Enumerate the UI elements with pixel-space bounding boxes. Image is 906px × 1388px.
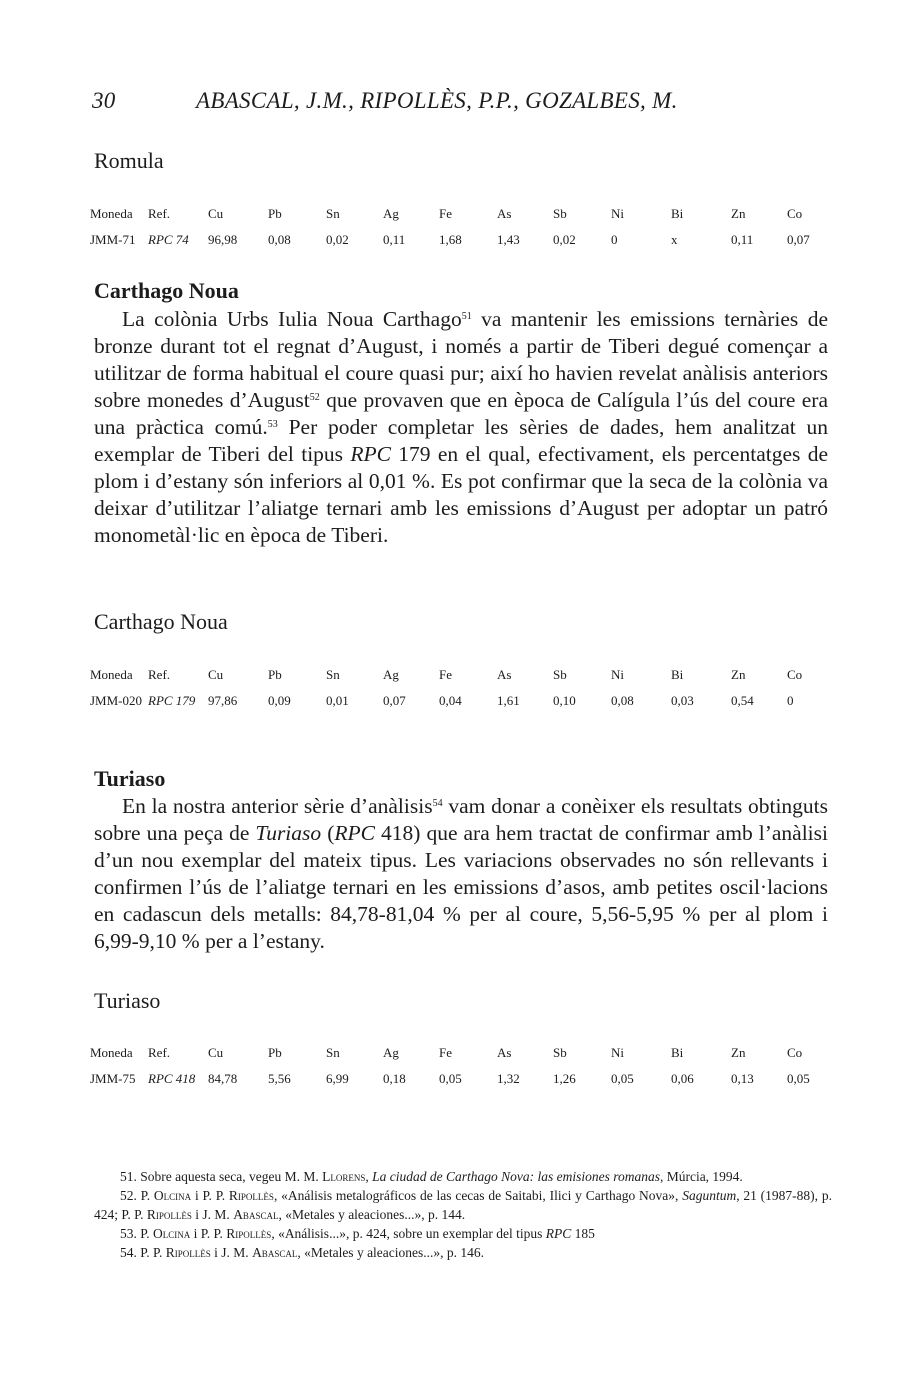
table-cell: 96,98 (208, 232, 238, 247)
column-header: Moneda (90, 206, 133, 221)
turiaso-label: Turiaso (94, 988, 161, 1013)
running-head-authors: ABASCAL, J.M., RIPOLLÈS, P.P., GOZALBES, M. (196, 88, 678, 113)
table-cell: 6,99 (326, 1071, 349, 1086)
column-header: Ref. (148, 206, 171, 221)
column-header: Sb (553, 1045, 567, 1060)
table-cell: JMM-75 (90, 1071, 136, 1086)
footnote-54: 54. P. P. Ripollès i J. M. Abascal, «Metales y aleaciones...», p. 146. (120, 1245, 485, 1260)
table-cell: 0,04 (439, 693, 462, 708)
column-header: Moneda (90, 1045, 133, 1060)
table-cell: 1,26 (553, 1071, 576, 1086)
table-cell: 0,02 (326, 232, 349, 247)
column-header: Co (787, 206, 803, 221)
column-header: Ref. (148, 667, 171, 682)
table-header-row (90, 662, 827, 688)
paragraph-carthago: La colònia Urbs Iulia Noua Carthago$^{51}$ va mantenir les emissions ternàries de bronze durant tot el regnat d’August, i només a partir de Tiberi degué començar a utilitzar de forma habitual el coure quasi pur; així ho havien revelat anàlisis anteriors sobre monedes d’August$^{52}$ que provaven que en època de Calígula l’ús del coure era una pràctica comú.$^{53}$ Per poder completar les sèries de dades, hem analitzat un exemplar de Tiberi del tipus RPC 179 en el qual, efectivament, els percentatges de plom i d’estany són inferiors al 0,01 %. Es pot confirmar que la seca de la colònia va deixar d’utilitzar l’aliatge ternari amb les emissions d’August per adoptar un patró monometàl·lic en època de Tiberi. (94, 307, 829, 547)
section-heading-carthago: Carthago Noua (94, 278, 239, 303)
column-header: As (497, 206, 512, 221)
table-cell: 0,09 (268, 693, 291, 708)
column-header: Bi (671, 1045, 684, 1060)
table-cell: 0,02 (553, 232, 576, 247)
column-header: Sn (326, 667, 340, 682)
column-header: Bi (671, 667, 684, 682)
column-header: As (497, 667, 512, 682)
table-cell: 5,56 (268, 1071, 291, 1086)
column-header: Sb (553, 667, 567, 682)
table-cell: 0 (787, 693, 794, 708)
column-header: Fe (439, 667, 452, 682)
column-header: Pb (268, 206, 282, 221)
column-header: Co (787, 1045, 803, 1060)
column-header: Ni (611, 667, 624, 682)
table-cell: 0,08 (268, 232, 291, 247)
column-header: Co (787, 667, 803, 682)
page-number: 30 (92, 88, 116, 113)
table-cell: 1,43 (497, 232, 520, 247)
romula-label: Romula (94, 148, 164, 173)
table-cell: 0,18 (383, 1071, 406, 1086)
column-header: As (497, 1045, 512, 1060)
column-header: Cu (208, 1045, 224, 1060)
column-header: Zn (731, 667, 746, 682)
footnote-ref: 54 (432, 798, 443, 809)
table-cell: JMM-71 (90, 232, 136, 247)
table-cell: 0,03 (671, 693, 694, 708)
column-header: Pb (268, 667, 282, 682)
column-header: Ref. (148, 1045, 171, 1060)
table-row (90, 1066, 827, 1092)
column-header: Fe (439, 1045, 452, 1060)
column-header: Cu (208, 667, 224, 682)
column-header: Pb (268, 1045, 282, 1060)
table-cell: RPC 179 (148, 693, 196, 708)
column-header: Ni (611, 206, 624, 221)
paragraph-turiaso: En la nostra anterior sèrie d’anàlisis$^{54}$ vam donar a conèixer els resultats obtinguts sobre una peça de Turiaso (RPC 418) que ara hem tractat de confirmar amb l’anàlisi d’un nou exemplar del mateix tipus. Les variacions observades no són rellevants i confirmen l’ús de l’aliatge ternari en les emissions d’asos, amb petites oscil·lacions en cadascun dels metalls: 84,78-81,04 % per al coure, 5,56-5,95 % per al plom i 6,99-9,10 % per a l’estany. (94, 794, 829, 953)
table-row (90, 227, 827, 253)
table-cell: RPC 418 (148, 1071, 196, 1086)
table-cell: 0,54 (731, 693, 754, 708)
column-header: Ni (611, 1045, 624, 1060)
column-header: Zn (731, 1045, 746, 1060)
table-cell: 0,05 (611, 1071, 634, 1086)
table-cell: 0 (611, 232, 618, 247)
romula-table (90, 201, 827, 253)
turiaso-table (90, 1040, 827, 1092)
table-cell: 0,07 (383, 693, 406, 708)
table-cell: 0,05 (439, 1071, 462, 1086)
footnote-51: 51. Sobre aquesta seca, vegeu M. M. Llorens, La ciudad de Carthago Nova: las emisiones romanas, Múrcia, 1994. (120, 1169, 743, 1184)
table-row (90, 688, 827, 714)
table-cell: 84,78 (208, 1071, 238, 1086)
footnote-53: 53. P. Olcina i P. P. Ripollès, «Análisis...», p. 424, sobre un exemplar del tipus RPC 185 (120, 1226, 595, 1241)
table-header-row (90, 1040, 827, 1066)
footnotes (94, 1167, 832, 1262)
column-header: Zn (731, 206, 746, 221)
table-cell: 0,01 (326, 693, 349, 708)
table-cell: 0,11 (731, 232, 754, 247)
footnote-ref: 51 (461, 311, 472, 322)
running-head (92, 88, 678, 114)
table-cell: 97,86 (208, 693, 238, 708)
column-header: Cu (208, 206, 224, 221)
table-cell: 1,32 (497, 1071, 520, 1086)
footnote-52: 52. P. Olcina i P. P. Ripollès, «Análisis metalográficos de las cecas de Saitabi, Ilici y Carthago Nova», Saguntum, 21 (1987-88), p. 424; P. P. Ripollès i J. M. Abascal, «Metales y aleaciones...», p. 144. (94, 1188, 832, 1222)
column-header: Ag (383, 667, 399, 682)
column-header: Bi (671, 206, 684, 221)
footnote-ref: 52 (309, 392, 320, 403)
table-cell: 0,07 (787, 232, 810, 247)
table-cell: 1,61 (497, 693, 520, 708)
carthago-table (90, 662, 827, 714)
table-cell: JMM-020 (90, 693, 143, 708)
table-header-row (90, 201, 827, 227)
table-cell: 0,10 (553, 693, 576, 708)
section-heading-turiaso: Turiaso (94, 766, 166, 791)
table-cell: RPC 74 (148, 232, 189, 247)
table-cell: 0,06 (671, 1071, 694, 1086)
table-cell: 0,13 (731, 1071, 754, 1086)
column-header: Ag (383, 206, 399, 221)
footnote-ref: 53 (267, 419, 278, 430)
column-header: Sn (326, 1045, 340, 1060)
column-header: Fe (439, 206, 452, 221)
carthago-label: Carthago Noua (94, 609, 228, 634)
table-cell: 1,68 (439, 232, 462, 247)
column-header: Sb (553, 206, 567, 221)
table-cell: 0,05 (787, 1071, 810, 1086)
column-header: Moneda (90, 667, 133, 682)
table-cell: 0,11 (383, 232, 406, 247)
table-cell: x (671, 232, 678, 247)
column-header: Ag (383, 1045, 399, 1060)
table-cell: 0,08 (611, 693, 634, 708)
column-header: Sn (326, 206, 340, 221)
